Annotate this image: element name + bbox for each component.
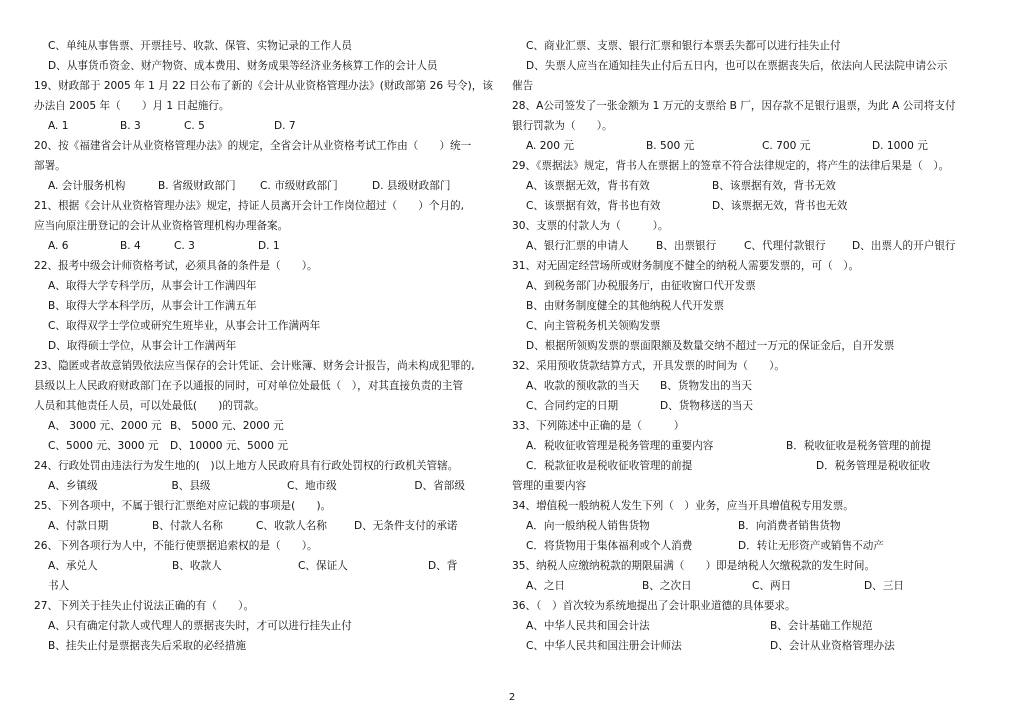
text-line: A、只有确定付款人或代理人的票据丧失时，才可以进行挂失止付 (48, 620, 352, 632)
option-text: D、省部级 (414, 480, 465, 492)
option-text: A．向一般纳税人销售货物 (526, 520, 650, 532)
option-row (512, 636, 984, 656)
option-text: B．税收征收是税务管理的前提 (786, 440, 931, 452)
option-text: D、三日 (864, 580, 904, 592)
option-row (512, 196, 984, 216)
option-text: C、两日 (752, 580, 792, 592)
text-line: 21、根据《会计从业资格管理办法》规定，持证人员离开会计工作岗位超过（ ）个月的, (34, 200, 465, 212)
option-text: C. 市级财政部门 (260, 180, 338, 192)
option-row (512, 176, 984, 196)
option-row (34, 476, 504, 496)
right-column (512, 36, 984, 656)
text-line: D、根据所领购发票的票面限额及数量交纳不超过一万元的保证金后，自开发票 (526, 340, 895, 352)
option-text: C、5000 元、3000 元 (48, 440, 159, 452)
option-text: D、10000 元、5000 元 (170, 440, 288, 452)
option-text: D、会计从业资格管理办法 (770, 640, 895, 652)
text-line: 23、隐匿或者故意销毁依法应当保存的会计凭证、会计账簿、财务会计报告，尚未构成犯罪的, (34, 360, 475, 372)
option-row (34, 416, 504, 436)
text-line: 19、财政部于 2005 年 1 月 22 日公布了新的《会计从业资格管理办法》(财政部第 26 号令)，该 (34, 80, 493, 92)
option-text: C、该票据有效，背书也有效 (526, 200, 661, 212)
option-text: A、 3000 元、2000 元 (48, 420, 162, 432)
option-text: A、之日 (526, 580, 566, 592)
option-text: D、无条件支付的承诺 (354, 520, 458, 532)
option-text: A. 200 元 (526, 140, 574, 152)
option-text: B、 5000 元、2000 元 (170, 420, 284, 432)
text-line: C、取得双学士学位或研究生班毕业，从事会计工作满两年 (48, 320, 321, 332)
option-text: D. 县级财政部门 (372, 180, 451, 192)
text-line: B、由财务制度健全的其他纳税人代开发票 (526, 300, 724, 312)
text-line: 22、报考中级会计师资格考试，必须具备的条件是（ ）。 (34, 260, 318, 272)
text-line: 34、增值税一般纳税人发生下列（ ）业务，应当开具增值税专用发票。 (512, 500, 854, 512)
text-line: 27、下列关于挂失止付说法正确的有（ ）。 (34, 600, 255, 612)
option-text: A. 会计服务机构 (48, 180, 126, 192)
option-text: D、货物移送的当天 (660, 400, 753, 412)
option-row (512, 236, 984, 256)
option-text: D. 1000 元 (872, 140, 928, 152)
text-line: 应当向原注册登记的会计从业资格管理机构办理备案。 (34, 220, 289, 232)
option-row (34, 516, 504, 536)
option-text: D、出票人的开户银行 (852, 240, 956, 252)
option-row (34, 176, 504, 196)
text-line: B、取得大学本科学历，从事会计工作满五年 (48, 300, 257, 312)
text-line: 书人 (48, 580, 70, 592)
option-text: B、之次日 (642, 580, 692, 592)
option-text: B. 3 (120, 120, 141, 132)
option-text: B. 4 (120, 240, 141, 252)
text-line: 管理的重要内容 (512, 480, 587, 492)
option-text: C．税款征收是税收征收管理的前提 (526, 460, 693, 472)
page-number: 2 (508, 692, 516, 703)
text-line: 25、下列各项中，不属于银行汇票绝对应记载的事项是( )。 (34, 500, 332, 512)
text-line: 催告 (512, 80, 534, 92)
left-column (34, 36, 504, 656)
option-text: A、银行汇票的申请人 (526, 240, 629, 252)
text-line: C、商业汇票、支票、银行汇票和银行本票丢失都可以进行挂失止付 (526, 40, 841, 52)
option-text: B、出票银行 (656, 240, 717, 252)
option-text: C、合同约定的日期 (526, 400, 619, 412)
option-row (512, 376, 984, 396)
option-text: B、收款人 (172, 560, 222, 572)
option-text: C、地市级 (286, 480, 337, 492)
option-text: B、付款人名称 (152, 520, 223, 532)
option-text: D、该票据无效，背书也无效 (712, 200, 848, 212)
option-row (34, 236, 504, 256)
option-text: A. 1 (48, 120, 69, 132)
option-text: D．税务管理是税收征收 (816, 460, 931, 472)
option-row (34, 436, 504, 456)
text-line: D、取得硕士学位，从事会计工作满两年 (48, 340, 237, 352)
option-text: C、中华人民共和国注册会计师法 (526, 640, 682, 652)
option-row (34, 116, 504, 136)
option-text: C、代理付款银行 (744, 240, 826, 252)
text-line: 29、《票据法》规定，背书人在票据上的签章不符合法律规定的，将产生的法律后果是（ ）。 (512, 160, 950, 172)
option-text: A、收款的预收款的当天 (526, 380, 640, 392)
text-line: 31、对无固定经营场所或财务制度不健全的纳税人需要发票的，可（ ）。 (512, 260, 860, 272)
option-text: D. 1 (258, 240, 280, 252)
text-line: 办法自 2005 年（ ）月 1 日起施行。 (34, 100, 230, 112)
option-text: D. 7 (274, 120, 296, 132)
text-line: C、向主管税务机关领购发票 (526, 320, 661, 332)
text-line: D、失票人应当在通知挂失止付后五日内，也可以在票据丧失后，依法向人民法院申请公示 (526, 60, 948, 72)
option-text: B．向消费者销售货物 (738, 520, 841, 532)
text-line: 县级以上人民政府财政部门在予以通报的同时，可对单位处最低（ ），对其直接负责的主管 (34, 380, 464, 392)
option-row (512, 456, 984, 476)
option-row (512, 616, 984, 636)
text-line: B、挂失止付是票据丧失后采取的必经措施 (48, 640, 246, 652)
option-text: B、会计基础工作规范 (770, 620, 873, 632)
option-text: A、中华人民共和国会计法 (526, 620, 650, 632)
option-text: A、乡镇级 (48, 480, 98, 492)
option-text: B、货物发出的当天 (660, 380, 753, 392)
option-row (512, 576, 984, 596)
option-text: A．税收征收管理是税务管理的重要内容 (526, 440, 714, 452)
text-line: 36、（ ）首次较为系统地提出了会计职业道德的具体要求。 (512, 600, 796, 612)
text-line: 33、下列陈述中正确的是（ ） (512, 420, 685, 432)
option-row (512, 536, 984, 556)
option-text: B. 500 元 (646, 140, 695, 152)
option-text: C、保证人 (298, 560, 348, 572)
option-row (512, 396, 984, 416)
text-line: C、单纯从事售票、开票挂号、收款、保管、实物记录的工作人员 (48, 40, 353, 52)
text-line: A、到税务部门办税服务厅，由征收窗口代开发票 (526, 280, 756, 292)
option-text: C. 5 (184, 120, 205, 132)
option-text: A、付款日期 (48, 520, 109, 532)
option-text: C、收款人名称 (256, 520, 327, 532)
text-line: 人员和其他责任人员，可以处最低( )的罚款。 (34, 400, 265, 412)
option-row (512, 516, 984, 536)
text-line: A、取得大学专科学历，从事会计工作满四年 (48, 280, 257, 292)
text-line: 银行罚款为（ ）。 (512, 120, 613, 132)
text-line: 24、行政处罚由违法行为发生地的( )以上地方人民政府具有行政处罚权的行政机关管辖。 (34, 460, 459, 472)
text-line: 20、按《福建省会计从业资格管理办法》的规定，全省会计从业资格考试工作由（ ）统一 (34, 140, 472, 152)
option-row (34, 556, 504, 576)
option-text: B、该票据有效，背书无效 (712, 180, 836, 192)
text-line: 部署。 (34, 160, 66, 172)
option-text: A、该票据无效，背书有效 (526, 180, 650, 192)
text-line: 28、A公司签发了一张金额为 1 万元的支票给 B 厂，因存款不足银行退票，为此 A 公司将支付 (512, 100, 956, 112)
option-row (512, 136, 984, 156)
text-line: 32、采用预收货款结算方式，开具发票的时间为（ ）。 (512, 360, 786, 372)
text-line: D、从事货币资金、财产物资、成本费用、财务成果等经济业务核算工作的会计人员 (48, 60, 438, 72)
option-text: C．将货物用于集体福利或个人消费 (526, 540, 693, 552)
option-row (512, 436, 984, 456)
option-text: D、背 (428, 560, 458, 572)
text-line: 26、下列各项行为人中，不能行使票据追索权的是（ ）。 (34, 540, 318, 552)
text-line: 30、支票的付款人为（ ）。 (512, 220, 669, 232)
text-line: 35、纳税人应缴纳税款的期限届满（ ）即是纳税人欠缴税款的发生时间。 (512, 560, 876, 572)
option-text: A、承兑人 (48, 560, 98, 572)
option-text: C. 700 元 (762, 140, 811, 152)
option-text: B、县级 (171, 480, 211, 492)
option-text: C. 3 (174, 240, 195, 252)
option-text: A. 6 (48, 240, 69, 252)
option-text: B. 省级财政部门 (158, 180, 236, 192)
option-text: D．转让无形资产或销售不动产 (738, 540, 884, 552)
